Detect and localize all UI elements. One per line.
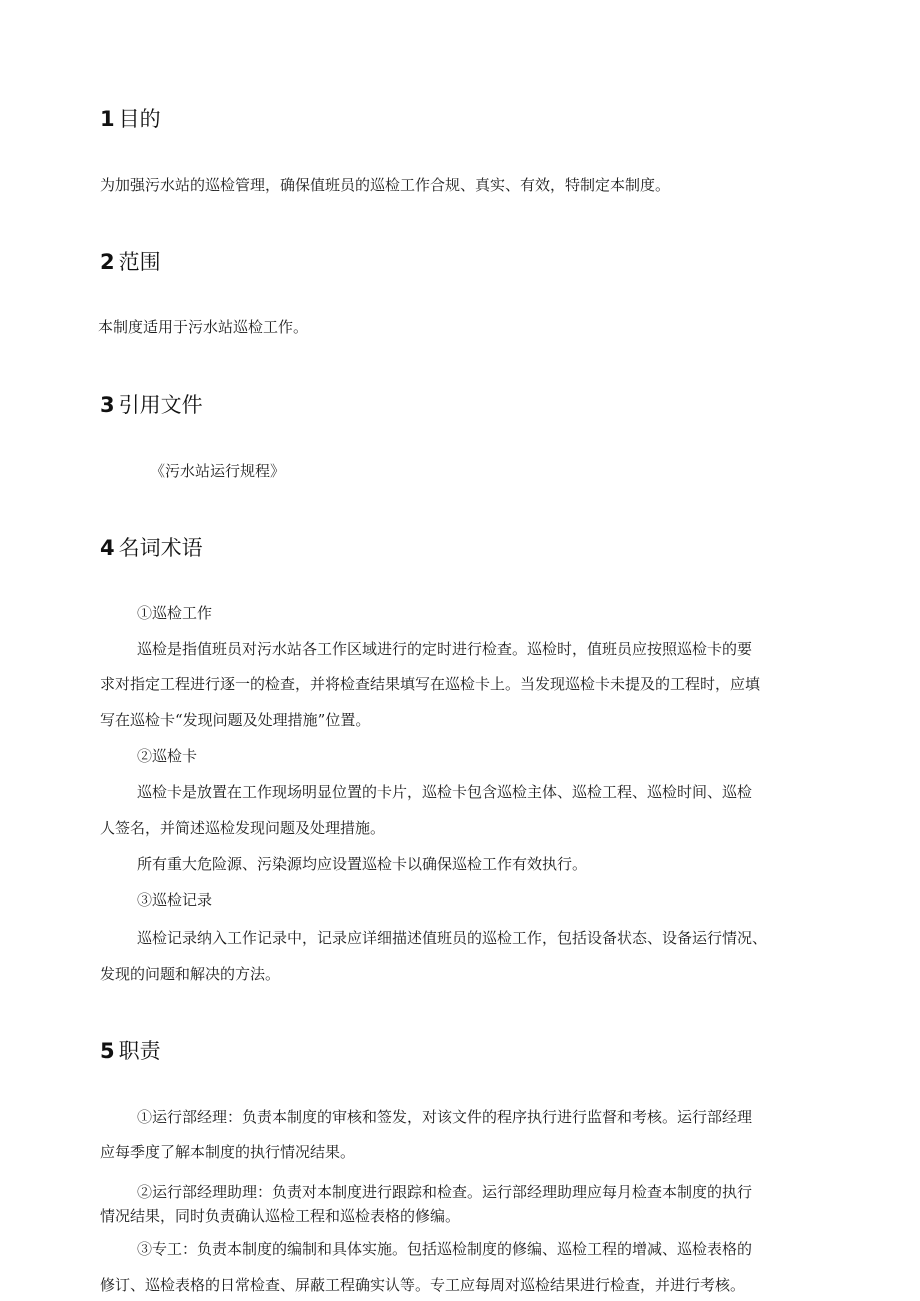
section-heading-scope <box>100 249 161 275</box>
section-number: 5 <box>100 1039 115 1063</box>
section-heading-terms <box>100 535 203 561</box>
section-heading-references <box>100 392 203 418</box>
term-line: 发现的问题和解决的方法。 <box>100 965 281 983</box>
section-number: 3 <box>100 393 115 417</box>
term-line: 巡检卡是放置在工作现场明显位置的卡片，巡检卡包含巡检主体、巡检工程、巡检时间、巡检 <box>137 783 753 801</box>
section-number: 2 <box>100 250 115 274</box>
section-heading-purpose <box>100 106 161 132</box>
section-title: 职责 <box>118 1039 161 1063</box>
term-line: 求对指定工程进行逐一的检查，并将检查结果填写在巡检卡上。当发现巡检卡未提及的工程时，应填 <box>100 675 761 693</box>
section-number: 4 <box>100 536 115 560</box>
section-title: 目的 <box>118 107 161 131</box>
term-line: 所有重大危险源、污染源均应设置巡检卡以确保巡检工作有效执行。 <box>137 855 588 873</box>
section-title: 名词术语 <box>118 536 203 560</box>
section-title: 范围 <box>118 250 161 274</box>
term-line: 人签名，并简述巡检发现问题及处理措施。 <box>100 819 386 837</box>
term-line: 巡检是指值班员对污水站各工作区域进行的定时进行检查。巡检时，值班员应按照巡检卡的要 <box>137 640 753 658</box>
section-heading-duties <box>100 1038 161 1064</box>
purpose-paragraph: 为加强污水站的巡检管理，确保值班员的巡检工作合规、真实、有效，特制定本制度。 <box>100 176 671 194</box>
term-line: 写在巡检卡“发现问题及处理措施”位置。 <box>100 711 371 729</box>
term-line: 巡检记录纳入工作记录中，记录应详细描述值班员的巡检工作，包括设备状态、设备运行情况、 <box>137 929 768 947</box>
section-number: 1 <box>100 107 115 131</box>
section-title: 引用文件 <box>118 393 203 417</box>
term-label-inspection-card: ②巡检卡 <box>137 747 198 765</box>
duty-line: 应每季度了解本制度的执行情况结果。 <box>100 1143 356 1161</box>
term-label-inspection-work: ①巡检工作 <box>137 604 213 622</box>
duty-line: ①运行部经理：负责本制度的审核和签发，对该文件的程序执行进行监督和考核。运行部经理 <box>137 1108 753 1126</box>
scope-paragraph: 本制度适用于污水站巡检工作。 <box>98 318 309 336</box>
duty-line: 情况结果，同时负责确认巡检工程和巡检表格的修编。 <box>100 1207 461 1225</box>
duty-line: ②运行部经理助理：负责对本制度进行跟踪和检查。运行部经理助理应每月检查本制度的执行 <box>137 1183 753 1201</box>
duty-line: ③专工：负责本制度的编制和具体实施。包括巡检制度的修编、巡检工程的增减、巡检表格的 <box>137 1240 753 1258</box>
duty-line: 修订、巡检表格的日常检查、屏蔽工程确实认等。专工应每周对巡检结果进行检查，并进行考核。 <box>100 1276 746 1294</box>
reference-item: 《污水站运行规程》 <box>150 462 286 480</box>
term-label-inspection-record: ③巡检记录 <box>137 891 213 909</box>
